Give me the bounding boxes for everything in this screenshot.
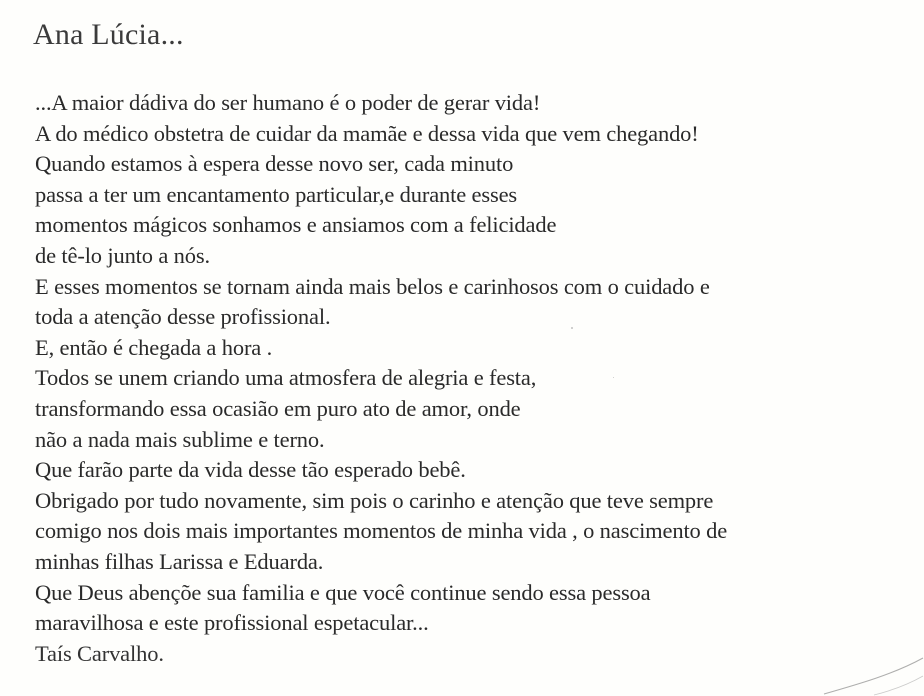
paper-edge-mark (804, 616, 924, 696)
letter-line: Todos se unem criando uma atmosfera de alegria e festa, (35, 365, 537, 391)
letter-signature: Taís Carvalho. (35, 640, 164, 666)
letter-line: minhas filhas Larissa e Eduarda. (35, 548, 324, 574)
letter-line: transformando essa ocasião em puro ato de amor, onde (35, 395, 521, 421)
letter-body (35, 88, 920, 669)
letter-line: Quando estamos à espera desse novo ser, cada minuto (35, 151, 514, 177)
letter-line: Obrigado por tudo novamente, sim pois o carinho e atenção que teve sempre (35, 487, 714, 513)
letter-greeting: Ana Lúcia... (33, 18, 184, 51)
letter-line: E, então é chegada a hora . (35, 334, 273, 360)
letter-line: passa a ter um encantamento particular,e durante esses (35, 181, 518, 207)
letter-line: toda a atenção desse profissional. (35, 304, 331, 330)
letter-line: de tê-lo junto a nós. (35, 242, 210, 268)
letter-line: A do médico obstetra de cuidar da mamãe e dessa vida que vem chegando! (35, 120, 699, 146)
letter-line: não a nada mais sublime e terno. (35, 426, 325, 452)
letter-line: momentos mágicos sonhamos e ansiamos com a felicidade (35, 212, 557, 238)
paper-speck (571, 327, 573, 329)
letter-line: maravilhosa e este profissional espetacular... (35, 610, 429, 636)
letter-line: E esses momentos se tornam ainda mais belos e carinhosos com o cuidado e (35, 273, 710, 299)
letter-line: comigo nos dois mais importantes momentos de minha vida , o nascimento de (35, 518, 728, 544)
paper-speck (613, 377, 614, 378)
letter-line: Que farão parte da vida desse tão esperado bebê. (35, 457, 466, 483)
letter-line: Que Deus abençõe sua familia e que você continue sendo essa pessoa (35, 579, 651, 605)
letter-line: ...A maior dádiva do ser humano é o poder de gerar vida! (35, 90, 541, 115)
